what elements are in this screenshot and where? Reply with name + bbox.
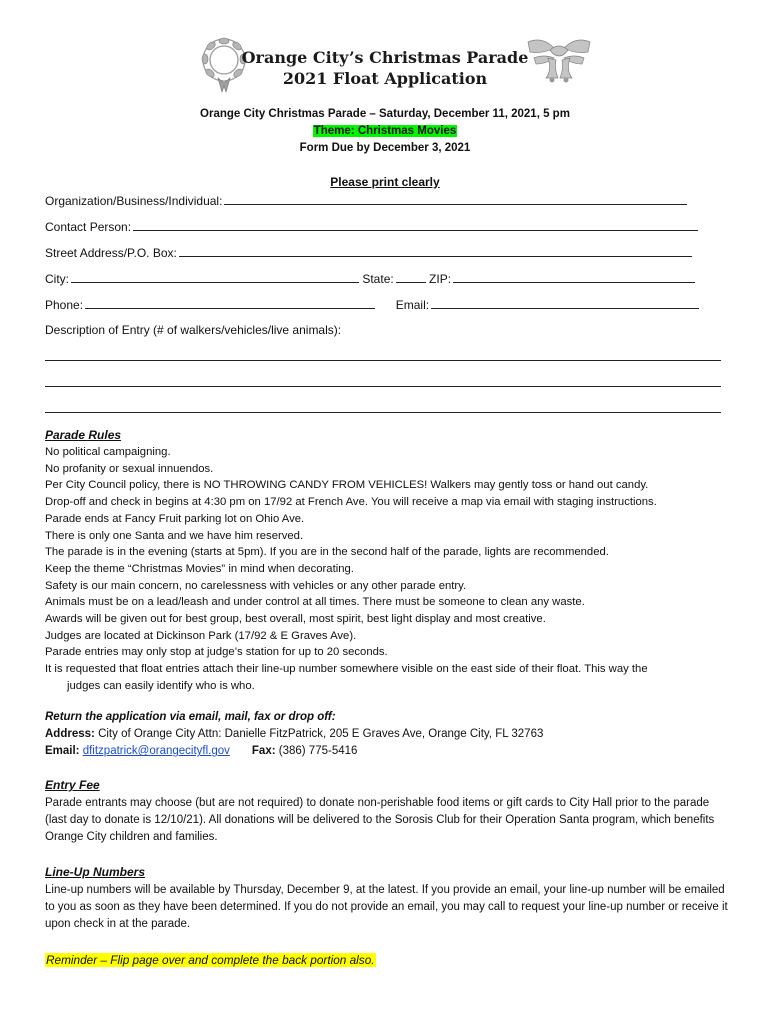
contact-field[interactable] <box>45 219 698 234</box>
due-date: Form Due by December 3, 2021 <box>299 142 471 154</box>
email-link[interactable]: dfitzpatrick@orangecityfl.gov <box>82 745 230 758</box>
email-blank[interactable] <box>431 297 699 309</box>
rule-item: Awards will be given out for best group, best overall, most spirit, best light display and most creative. <box>45 613 546 626</box>
print-note: Please print clearly <box>330 175 440 189</box>
zip-blank[interactable] <box>453 271 695 283</box>
return-section <box>45 709 730 761</box>
form-subtitle: 2021 Float Application <box>282 69 488 88</box>
fax-value: (386) 775-5416 <box>278 745 358 758</box>
description-line-3[interactable] <box>45 412 721 413</box>
theme-line <box>0 125 770 137</box>
rule-item: Judges are located at Dickinson Park (17/92 & E Graves Ave). <box>45 629 357 642</box>
rule-item: judges can easily identify who is who. <box>67 679 255 692</box>
street-label: Street Address/P.O. Box: <box>45 246 177 260</box>
reminder-note: Reminder – Flip page over and complete the back portion also. <box>46 953 375 967</box>
street-blank[interactable] <box>179 245 692 257</box>
theme-highlight: Theme: Christmas Movies <box>313 125 457 137</box>
email-label: Email: <box>395 298 430 312</box>
contact-label: Contact Person: <box>45 220 132 234</box>
lineup-text: Line-up numbers will be available by Thursday, December 9, at the latest. If you provide an email, your line-up number will be emailed to you as soon as they have been determined. If you do not provide an email, you may call to request your line-up number or receive it upon check in at the parade. <box>45 884 728 931</box>
zip-label: ZIP: <box>429 272 452 286</box>
rule-item: Animals must be on a lead/leash and under control at all times. There must be someone to clean any waste. <box>45 596 585 609</box>
state-label: State: <box>362 272 394 286</box>
email-fax-line <box>45 743 730 760</box>
description-line-1[interactable] <box>45 360 721 361</box>
organization-field[interactable] <box>45 193 687 208</box>
rule-item: Safety is our main concern, no carelessness with vehicles or any other parade entry. <box>45 579 467 592</box>
rule-item: No profanity or sexual innuendos. <box>45 462 214 475</box>
return-email-label: Email: <box>45 745 80 758</box>
rule-item: There is only one Santa and we have him reserved. <box>45 529 304 542</box>
address-line <box>45 726 730 743</box>
address-value: City of Orange City Attn: Danielle FitzPatrick, 205 E Graves Ave, Orange City, FL 32763 <box>98 728 544 741</box>
rule-item: Per City Council policy, there is NO THROWING CANDY FROM VEHICLES! Walkers may gently toss or hand out candy. <box>45 479 649 492</box>
parade-rules-list <box>45 444 725 695</box>
rule-item: It is requested that float entries attach their line-up number somewhere visible on the east side of their float. This way the <box>45 663 648 676</box>
fax-label: Fax: <box>251 745 276 758</box>
rule-item: The parade is in the evening (starts at 5pm). If you are in the second half of the parade, lights are recommended. <box>45 546 609 559</box>
street-field[interactable] <box>45 245 692 260</box>
form-title: Orange City’s Christmas Parade <box>241 48 529 67</box>
entry-fee-heading: Entry Fee <box>45 778 100 792</box>
rule-item: Parade ends at Fancy Fruit parking lot on Ohio Ave. <box>45 512 305 525</box>
rule-item: No political campaigning. <box>45 446 171 458</box>
phone-email-field[interactable] <box>45 297 699 312</box>
address-label: Address: <box>45 728 95 741</box>
lineup-heading: Line-Up Numbers <box>45 865 146 879</box>
rule-item: Parade entries may only stop at judge’s station for up to 20 seconds. <box>45 646 388 659</box>
entry-fee-text: Parade entrants may choose (but are not required) to donate non-perishable food items or gift cards to City Hall prior to the parade (last day to donate is 12/10/21). All donations will be delivered to the Sorosis Club for their Operation Santa program, which benefits Orange City children and families. <box>45 797 715 844</box>
return-heading: Return the application via email, mail, fax or drop off: <box>45 711 336 723</box>
city-blank[interactable] <box>71 271 359 283</box>
event-details: Orange City Christmas Parade – Saturday, December 11, 2021, 5 pm <box>200 108 570 120</box>
city-state-zip-field[interactable] <box>45 271 695 286</box>
description-label: Description of Entry (# of walkers/vehicles/live animals): <box>45 323 342 337</box>
description-line-2[interactable] <box>45 386 721 387</box>
contact-blank[interactable] <box>133 219 698 231</box>
phone-blank[interactable] <box>85 297 375 309</box>
parade-rules-heading: Parade Rules <box>45 428 122 442</box>
rule-item: Drop-off and check in begins at 4:30 pm on 17/92 at French Ave. You will receive a map via email with staging instructions. <box>45 496 657 509</box>
phone-label: Phone: <box>45 298 84 312</box>
state-blank[interactable] <box>396 271 426 283</box>
organization-label: Organization/Business/Individual: <box>45 194 223 208</box>
rule-item: Keep the theme “Christmas Movies” in mind when decorating. <box>45 562 354 575</box>
city-label: City: <box>45 272 69 286</box>
organization-blank[interactable] <box>224 193 687 205</box>
